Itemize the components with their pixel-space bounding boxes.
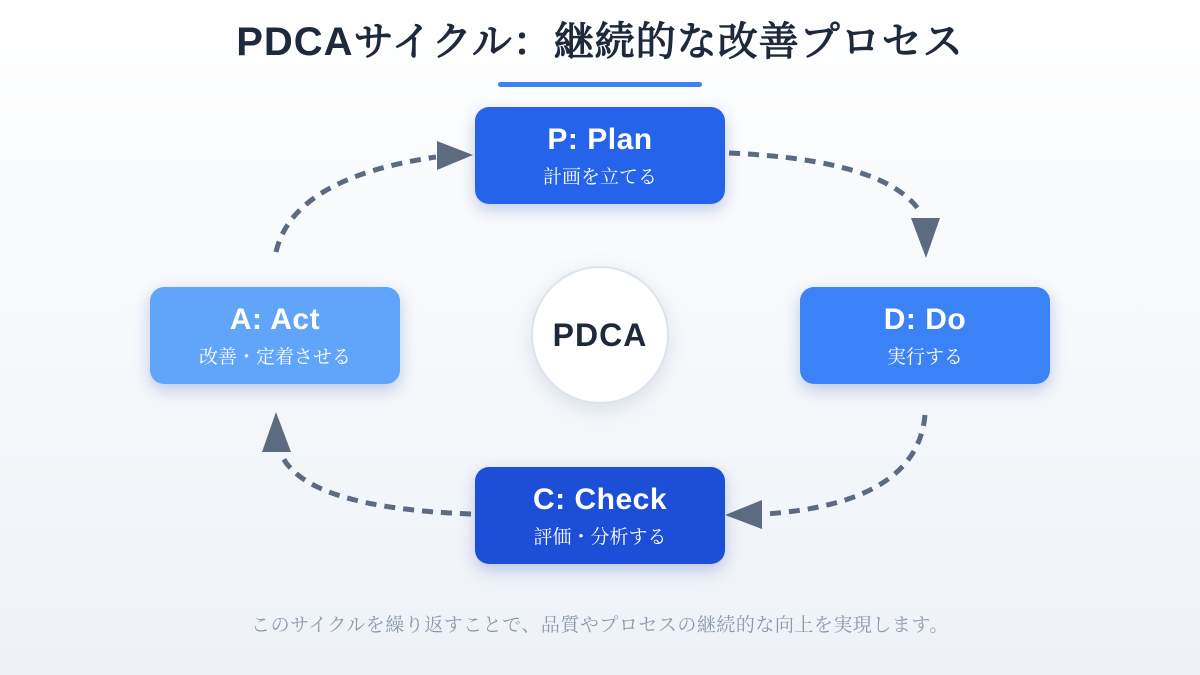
center-label: PDCA: [552, 316, 648, 353]
arrowhead-check-to-act: [262, 412, 291, 452]
step-card-check: [475, 467, 725, 564]
step-description-plan: 計画を立てる: [542, 166, 657, 188]
center-circle: [531, 266, 669, 404]
step-description-do: 実行する: [886, 346, 963, 368]
arrow-plan-to-do: [729, 153, 921, 213]
step-description-check: 評価・分析する: [533, 526, 667, 548]
step-card-plan: [475, 107, 725, 204]
arrowhead-do-to-check: [725, 500, 762, 529]
arrowhead-act-to-plan: [437, 141, 473, 170]
step-label-plan: P: Plan: [547, 122, 653, 156]
arrow-act-to-plan: [276, 157, 436, 252]
step-label-check: C: Check: [532, 482, 668, 516]
step-card-act: [150, 287, 400, 384]
arrow-check-to-act: [282, 456, 471, 514]
arrow-do-to-check: [766, 415, 925, 514]
step-label-act: A: Act: [229, 302, 321, 336]
step-card-do: [800, 287, 1050, 384]
footer-note: このサイクルを繰り返すことで、品質やプロセスの継続的な向上を実現します。: [251, 615, 949, 636]
step-description-act: 改善・定着させる: [198, 346, 351, 368]
arrowhead-plan-to-do: [911, 218, 940, 258]
title-prefix: PDCAサイクル：: [236, 20, 554, 64]
step-label-do: D: Do: [883, 302, 967, 336]
title-highlight: 継続的な改善プロセス: [553, 20, 964, 64]
